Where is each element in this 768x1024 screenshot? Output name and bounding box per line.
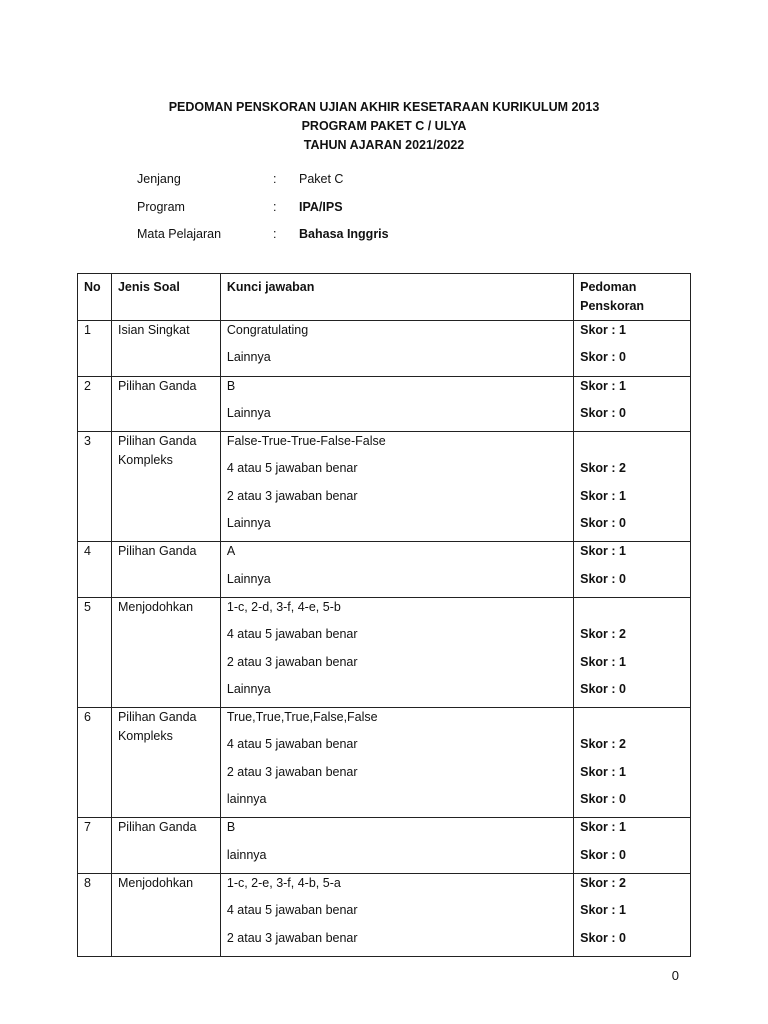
kunci-line: 4 atau 5 jawaban benar: [226, 461, 358, 476]
skor-line: Skor : 0: [580, 930, 626, 945]
jenis-soal-text: Pilihan Ganda Kompleks: [117, 434, 197, 467]
page-number: 0: [671, 968, 679, 983]
table-row: [78, 376, 691, 432]
cell-no: [78, 708, 112, 818]
meta-colon: :: [273, 172, 277, 186]
kunci-line: Lainnya: [226, 571, 271, 586]
cell-pedoman-penskoran: [574, 597, 691, 707]
kunci-line: 4 atau 5 jawaban benar: [226, 903, 358, 918]
kunci-line: 1-c, 2-e, 3-f, 4-b, 5-a: [226, 875, 341, 890]
document-meta: [137, 172, 499, 255]
skor-line: Skor : 0: [580, 516, 626, 531]
row-number: 6: [84, 710, 91, 725]
cell-pedoman-penskoran: [574, 818, 691, 874]
scoring-table: [77, 273, 691, 957]
cell-jenis-soal: [111, 818, 220, 874]
skor-line: Skor : 0: [580, 350, 626, 365]
kunci-line: B: [226, 820, 236, 835]
table-row: [78, 432, 691, 542]
kunci-line: 2 atau 3 jawaban benar: [226, 654, 358, 669]
cell-no: [78, 542, 112, 598]
skor-line: Skor : 1: [580, 654, 626, 669]
kunci-line: 1-c, 2-d, 3-f, 4-e, 5-b: [226, 599, 341, 614]
meta-value: Bahasa Inggris: [299, 227, 389, 241]
kunci-line: Lainnya: [226, 405, 271, 420]
cell-kunci-jawaban: [220, 873, 573, 956]
kunci-line: lainnya: [226, 847, 267, 862]
meta-value: IPA/IPS: [299, 199, 343, 214]
jenis-soal-text: Pilihan Ganda: [117, 378, 197, 393]
cell-pedoman-penskoran: [574, 321, 691, 377]
kunci-line: A: [226, 544, 236, 559]
cell-jenis-soal: [111, 597, 220, 707]
skor-line: [580, 432, 684, 459]
jenis-soal-text: Menjodohkan: [117, 875, 194, 890]
row-number: 7: [84, 820, 91, 835]
row-number: 2: [84, 378, 91, 393]
jenis-soal-text: Isian Singkat: [117, 323, 190, 337]
jenis-soal-text: Pilihan Ganda: [117, 544, 197, 559]
header-no: No: [78, 274, 112, 321]
meta-label: Mata Pelajaran: [137, 227, 222, 241]
kunci-line: Lainnya: [226, 516, 271, 531]
skor-line: Skor : 0: [580, 571, 626, 586]
meta-row: [137, 172, 499, 200]
cell-jenis-soal: [111, 376, 220, 432]
table-row: [78, 873, 691, 956]
row-number: 1: [84, 323, 91, 337]
cell-no: [78, 597, 112, 707]
cell-no: [78, 818, 112, 874]
skor-line: Skor : 1: [580, 764, 626, 779]
skor-line: [580, 598, 684, 625]
kunci-line: 4 atau 5 jawaban benar: [226, 737, 358, 752]
kunci-line: True,True,True,False,False: [226, 710, 378, 725]
header-kunci-jawaban: Kunci jawaban: [220, 274, 573, 321]
cell-kunci-jawaban: [220, 708, 573, 818]
skor-line: Skor : 1: [580, 323, 626, 337]
jenis-soal-text: Pilihan Ganda: [117, 820, 197, 835]
row-number: 3: [84, 434, 91, 449]
header-pedoman-penskoran: Pedoman Penskoran: [574, 274, 691, 321]
meta-label: Program: [137, 199, 185, 214]
cell-kunci-jawaban: [220, 321, 573, 377]
skor-line: Skor : 0: [580, 681, 626, 696]
skor-line: [580, 708, 684, 735]
cell-kunci-jawaban: [220, 597, 573, 707]
meta-row: [137, 200, 499, 228]
table-row: [78, 708, 691, 818]
header-jenis-soal: Jenis Soal: [111, 274, 220, 321]
table-row: [78, 542, 691, 598]
table-row: [78, 818, 691, 874]
kunci-line: Lainnya: [226, 350, 271, 365]
skor-line: Skor : 2: [580, 875, 626, 890]
cell-jenis-soal: [111, 432, 220, 542]
jenis-soal-text: Menjodohkan: [117, 599, 194, 614]
skor-line: Skor : 2: [580, 461, 626, 476]
row-number: 4: [84, 544, 91, 559]
skor-line: Skor : 0: [580, 847, 626, 862]
skor-line: Skor : 1: [580, 903, 626, 918]
cell-kunci-jawaban: [220, 818, 573, 874]
table-header-row: [78, 274, 691, 321]
cell-pedoman-penskoran: [574, 873, 691, 956]
document-header: [0, 98, 768, 155]
cell-no: [78, 376, 112, 432]
cell-no: [78, 432, 112, 542]
cell-no: [78, 873, 112, 956]
cell-jenis-soal: [111, 873, 220, 956]
skor-line: Skor : 1: [580, 544, 626, 559]
meta-colon: :: [273, 199, 277, 214]
cell-pedoman-penskoran: [574, 432, 691, 542]
skor-line: Skor : 0: [580, 792, 626, 807]
kunci-line: 4 atau 5 jawaban benar: [226, 627, 358, 642]
kunci-line: Lainnya: [226, 681, 271, 696]
jenis-soal-text: Pilihan Ganda Kompleks: [117, 710, 197, 743]
cell-kunci-jawaban: [220, 376, 573, 432]
kunci-line: 2 atau 3 jawaban benar: [226, 930, 358, 945]
cell-jenis-soal: [111, 542, 220, 598]
table-row: [78, 597, 691, 707]
skor-line: Skor : 1: [580, 378, 626, 393]
skor-line: Skor : 1: [580, 820, 626, 835]
header-program: PROGRAM PAKET C / ULYA: [301, 119, 467, 133]
cell-pedoman-penskoran: [574, 708, 691, 818]
skor-line: Skor : 2: [580, 737, 626, 752]
cell-jenis-soal: [111, 321, 220, 377]
header-title: PEDOMAN PENSKORAN UJIAN AKHIR KESETARAAN KURIKULUM 2013: [168, 100, 600, 114]
cell-no: [78, 321, 112, 377]
meta-label: Jenjang: [137, 172, 181, 186]
row-number: 8: [84, 875, 91, 890]
header-academic-year: TAHUN AJARAN 2021/2022: [303, 138, 465, 152]
skor-line: Skor : 2: [580, 627, 626, 642]
kunci-line: lainnya: [226, 792, 267, 807]
skor-line: Skor : 1: [580, 488, 626, 503]
kunci-line: 2 atau 3 jawaban benar: [226, 488, 358, 503]
kunci-line: Congratulating: [226, 323, 309, 337]
table-row: [78, 321, 691, 377]
cell-pedoman-penskoran: [574, 542, 691, 598]
row-number: 5: [84, 599, 91, 614]
cell-kunci-jawaban: [220, 542, 573, 598]
cell-pedoman-penskoran: [574, 376, 691, 432]
skor-line: Skor : 0: [580, 405, 626, 420]
cell-kunci-jawaban: [220, 432, 573, 542]
meta-row: [137, 227, 499, 255]
kunci-line: 2 atau 3 jawaban benar: [226, 764, 358, 779]
kunci-line: B: [226, 378, 236, 393]
kunci-line: False-True-True-False-False: [226, 434, 386, 449]
cell-jenis-soal: [111, 708, 220, 818]
meta-value: Paket C: [299, 172, 344, 186]
meta-colon: :: [273, 227, 277, 241]
